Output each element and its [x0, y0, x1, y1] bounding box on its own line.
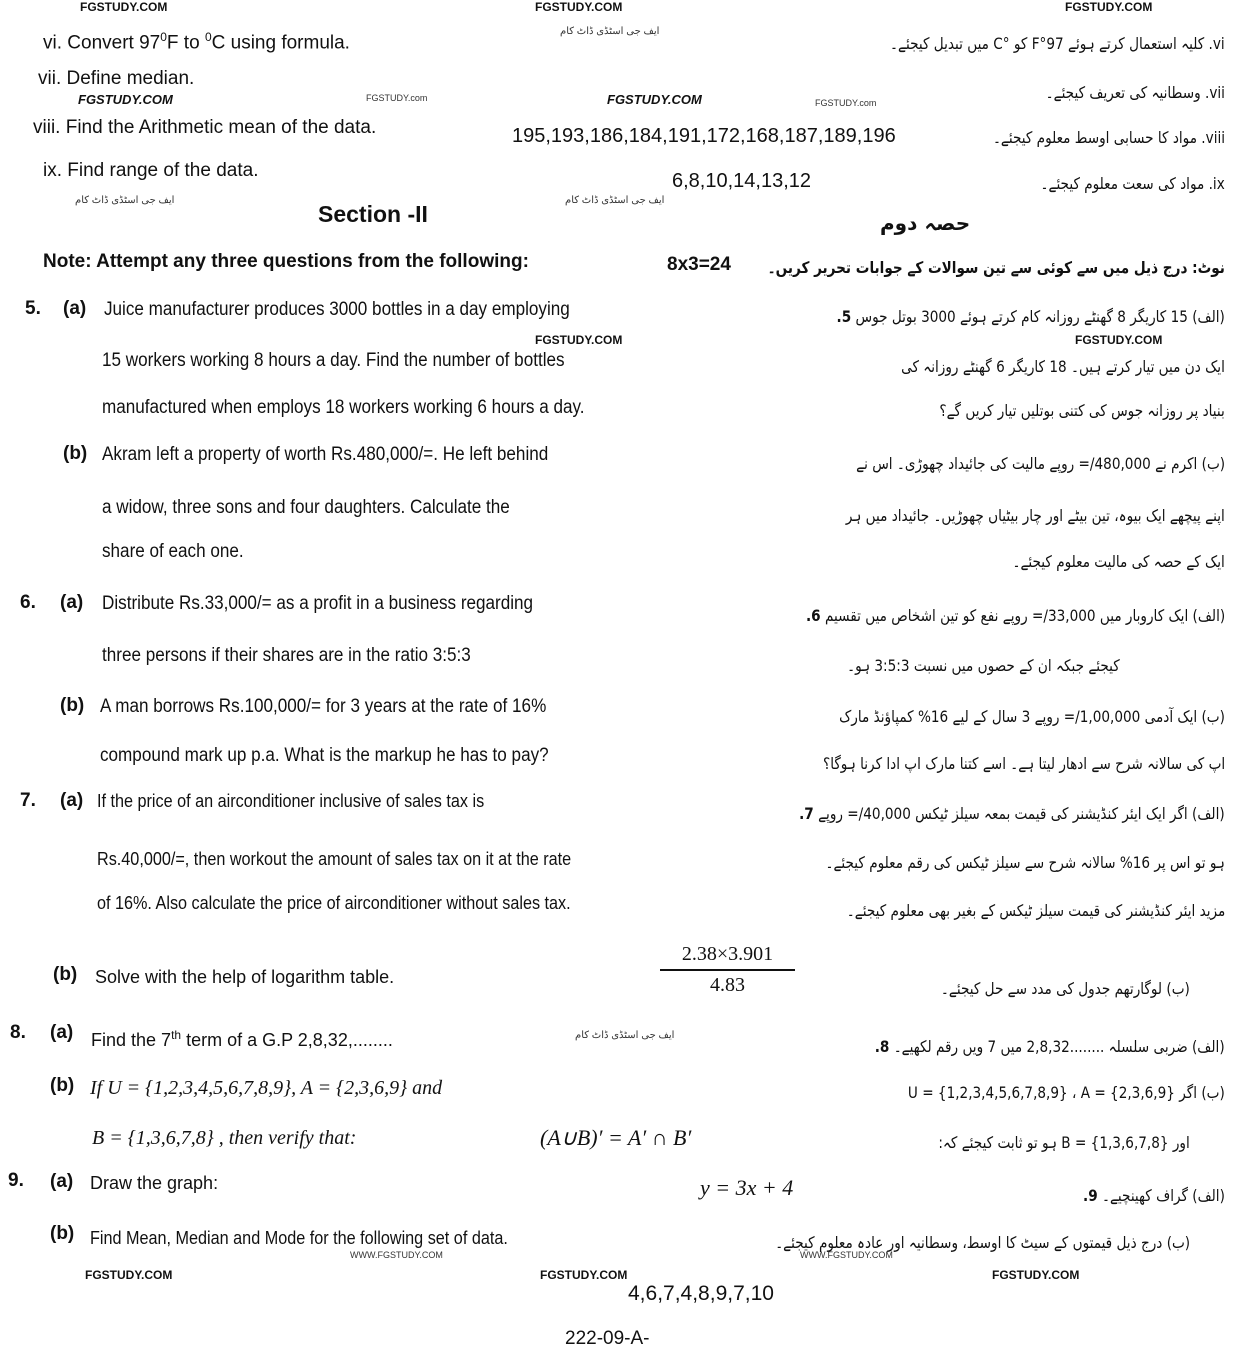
- watermark: FGSTUDY.COM: [1075, 333, 1163, 347]
- watermark: FGSTUDY.COM: [992, 1268, 1080, 1282]
- section-note: Note: Attempt any three questions from the following:: [43, 251, 529, 272]
- question-ix-data: 6,8,10,14,13,12: [672, 170, 812, 192]
- question-text: F to: [166, 32, 205, 54]
- q5a-urdu: ایک دن میں تیار کرتے ہیں۔ 18 کاریگر 6 گھنٹے روزانہ کی: [901, 357, 1225, 376]
- q9b-urdu: (ب) درج ذیل قیمتوں کے سیٹ کا اوسط، وسطانیہ اور عادہ معلوم کیجئے۔: [775, 1233, 1190, 1252]
- watermark: FGSTUDY.com: [366, 93, 428, 103]
- q7b-urdu: (ب) لوگارتھم جدول کی مدد سے حل کیجئے۔: [941, 979, 1190, 998]
- part-label: (a): [50, 1022, 74, 1043]
- q5b-line: share of each one.: [102, 541, 244, 562]
- question-ix-urdu: ix. مواد کی سعت معلوم کیجئے۔: [1040, 174, 1225, 193]
- watermark: FGSTUDY.COM: [535, 0, 623, 14]
- logarithm-fraction: [660, 943, 795, 997]
- part-label: (a): [63, 298, 87, 319]
- question-ix: ix. Find range of the data.: [43, 160, 259, 181]
- watermark: FGSTUDY.COM: [78, 92, 173, 107]
- question-text: C using formula.: [211, 32, 350, 54]
- q6a-urdu: (الف) ایک کاروبار میں 33,000/= روپے نفع کو تین اشخاص میں تقسیم 6.: [805, 606, 1225, 625]
- q5a-urdu: بنیاد پر روزانہ جوس کی کتنی بوتلیں تیار کریں گے؟: [939, 401, 1225, 420]
- fraction-bar: [660, 969, 795, 971]
- watermark: FGSTUDY.COM: [607, 92, 702, 107]
- q7a-urdu: ہو تو اس پر 16% سالانہ شرح سے سیلز ٹیکس کی رقم معلوم کیجئے۔: [825, 853, 1225, 872]
- watermark: WWW.FGSTUDY.COM: [350, 1250, 443, 1260]
- question-number: vi.: [43, 32, 62, 54]
- q6b-line: compound mark up p.a. What is the markup he has to pay?: [100, 745, 549, 766]
- superscript: 0: [204, 30, 212, 44]
- watermark: FGSTUDY.COM: [540, 1268, 628, 1282]
- part-label: (b): [60, 695, 85, 716]
- question-vii-urdu: vii. وسطانیہ کی تعریف کیجئے۔: [1045, 83, 1225, 102]
- q8a-urdu: (الف) ضربی سلسلہ ........2,8,32 میں 7 ویں رقم لکھیے۔ 8.: [875, 1037, 1225, 1056]
- question-number: 9.: [8, 1170, 24, 1191]
- part-label: (b): [63, 443, 88, 464]
- q9b-text: Find Mean, Median and Mode for the following set of data.: [90, 1228, 508, 1248]
- q8a-text: Find the 7th term of a G.P 2,8,32,........: [91, 1028, 393, 1050]
- q5a-line: manufactured when employs 18 workers working 6 hours a day.: [102, 397, 585, 418]
- part-label: (b): [53, 964, 78, 985]
- watermark: FGSTUDY.COM: [535, 333, 623, 347]
- question-text: Convert 97: [67, 32, 161, 54]
- watermark-urdu: ایف جی اسٹڈی ڈاٹ کام: [75, 195, 175, 206]
- watermark-urdu: ایف جی اسٹڈی ڈاٹ کام: [575, 1030, 675, 1041]
- q5a-line: 15 workers working 8 hours a day. Find the number of bottles: [102, 350, 565, 371]
- q7b-text: Solve with the help of logarithm table.: [95, 967, 395, 987]
- q5b-urdu: ایک کے حصہ کی مالیت معلوم کیجئے۔: [1012, 552, 1225, 571]
- section-marks: 8x3=24: [667, 254, 731, 275]
- section-title-urdu: حصہ دوم: [880, 211, 971, 235]
- q8b-formula: (A∪B)′ = A′ ∩ B′: [540, 1125, 692, 1150]
- question-number: 8.: [10, 1022, 26, 1043]
- q6b-urdu: اپ کی سالانہ شرح سے ادھار لیتا ہے۔ اسے کتنا مارک اپ ادا کرنا ہوگا؟: [822, 754, 1225, 773]
- paper-code: 222-09-A-: [565, 1328, 650, 1349]
- q8b-urdu: (ب) اگر U = {1,2,3,4,5,6,7,8,9} ، A = {2,3,6,9}: [908, 1083, 1225, 1102]
- watermark: WWW.FGSTUDY.COM: [800, 1250, 893, 1260]
- q7a-line: Rs.40,000/=, then workout the amount of sales tax on it at the rate: [97, 849, 572, 869]
- part-label: (a): [60, 790, 84, 811]
- q6a-urdu: کیجئے جبکہ ان کے حصوں میں نسبت 3:5:3 ہو۔: [847, 656, 1120, 675]
- q5b-line: a widow, three sons and four daughters. Calculate the: [102, 497, 510, 518]
- q5b-line: Akram left a property of worth Rs.480,000/=. He left behind: [102, 444, 549, 465]
- q7a-urdu: مزید ایئر کنڈیشنر کی قیمت سیلز ٹیکس کے بغیر بھی معلوم کیجئے۔: [846, 901, 1225, 920]
- fraction-denominator: 4.83: [710, 974, 745, 996]
- part-label: (a): [50, 1171, 74, 1192]
- watermark-urdu: ایف جی اسٹڈی ڈاٹ کام: [565, 195, 665, 206]
- section-note-urdu: نوٹ: درج ذیل میں سے کوئی سے تین سوالات کے جوابات تحریر کریں۔: [767, 258, 1225, 277]
- question-viii: viii. Find the Arithmetic mean of the data.: [33, 117, 377, 138]
- question-number: 6.: [20, 592, 36, 613]
- question-viii-urdu: viii. مواد کا حسابی اوسط معلوم کیجئے۔: [992, 128, 1225, 147]
- watermark: FGSTUDY.COM: [80, 0, 168, 14]
- part-label: (a): [60, 592, 84, 613]
- part-label: (b): [50, 1223, 75, 1244]
- q9a-text: Draw the graph:: [90, 1173, 219, 1193]
- watermark: FGSTUDY.COM: [85, 1268, 173, 1282]
- q6a-line: Distribute Rs.33,000/= as a profit in a business regarding: [102, 593, 534, 614]
- q7a-line: If the price of an airconditioner inclusive of sales tax is: [97, 791, 485, 811]
- q8b-line: If U = {1,2,3,4,5,6,7,8,9}, A = {2,3,6,9} and: [90, 1077, 443, 1099]
- q5a-line: Juice manufacturer produces 3000 bottles in a day employing: [104, 299, 570, 320]
- question-vi: [43, 26, 350, 54]
- fraction-numerator: 2.38×3.901: [681, 943, 774, 965]
- q5b-urdu: (ب) اکرم نے 480,000/= روپے مالیت کی جائیداد چھوڑی۔ اس نے: [856, 454, 1225, 473]
- question-number: 7.: [20, 790, 36, 811]
- q9a-equation: y = 3x + 4: [700, 1175, 794, 1200]
- watermark: FGSTUDY.com: [815, 98, 877, 108]
- q8b-line: B = {1,3,6,7,8} , then verify that:: [92, 1127, 357, 1149]
- question-viii-data: 195,193,186,184,191,172,168,187,189,196: [512, 125, 896, 147]
- q7a-line: of 16%. Also calculate the price of airconditioner without sales tax.: [97, 893, 571, 913]
- question-vii: vii. Define median.: [38, 68, 195, 89]
- superscript: 0: [160, 30, 167, 44]
- q6b-urdu: (ب) ایک آدمی 1,00,000/= روپے 3 سال کے لیے 16% کمپاؤنڈ مارک: [839, 707, 1225, 726]
- q5b-urdu: اپنے پیچھے ایک بیوہ، تین بیٹے اور چار بیٹیاں چھوڑیں۔ جائیداد میں ہر: [846, 506, 1225, 525]
- watermark-urdu: ایف جی اسٹڈی ڈاٹ کام: [560, 26, 660, 37]
- q9b-data: 4,6,7,4,8,9,7,10: [628, 1282, 774, 1305]
- q9a-urdu: (الف) گراف کھینچیے۔ 9.: [1083, 1186, 1225, 1205]
- question-number: 5.: [25, 298, 41, 319]
- section-title: Section -II: [318, 201, 428, 227]
- q7a-urdu: (الف) اگر ایک ایئر کنڈیشنر کی قیمت بمعہ سیلز ٹیکس 40,000/= روپے 7.: [799, 804, 1225, 823]
- q6a-line: three persons if their shares are in the ratio 3:5:3: [102, 645, 471, 666]
- question-vi-urdu: vi. کلیہ استعمال کرتے ہوئے 97°F کو °C میں تبدیل کیجئے۔: [890, 34, 1225, 53]
- q8b-urdu: اور B = {1,3,6,7,8} ہو تو ثابت کیجئے کہ:: [938, 1133, 1190, 1152]
- q5a-urdu: (الف) 15 کاریگر 8 گھنٹے روزانہ کام کرتے ہوئے 3000 بوتل جوس 5.: [836, 307, 1225, 326]
- watermark: FGSTUDY.COM: [1065, 0, 1153, 14]
- q6b-line: A man borrows Rs.100,000/= for 3 years at the rate of 16%: [100, 696, 547, 717]
- part-label: (b): [50, 1075, 75, 1096]
